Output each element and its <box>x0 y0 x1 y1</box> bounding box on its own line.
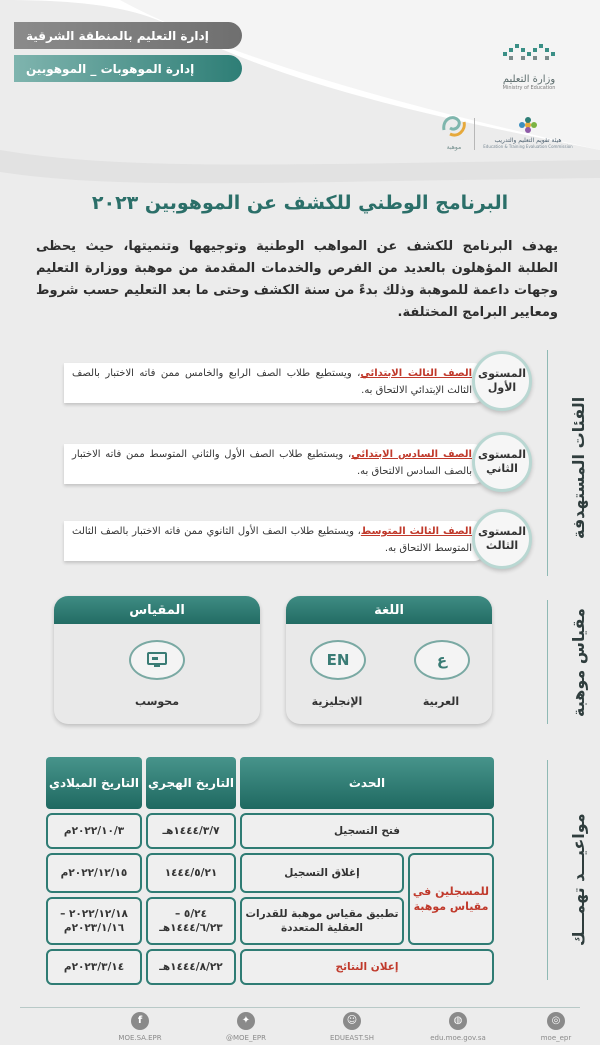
language-panel-header <box>286 596 492 624</box>
header-gregorian: التاريخ الميلادي <box>46 757 142 809</box>
level-row-3 <box>62 515 532 583</box>
monitor-icon <box>146 651 168 669</box>
level-1-highlight: الصف الثالث الابتدائي <box>360 368 472 379</box>
footer-divider <box>20 1007 580 1008</box>
footer-snapchat[interactable] <box>322 1012 382 1042</box>
dates-section-label: مواعيـــد تهمـــك <box>569 813 588 947</box>
etec-name-en: Education & Training Evaluation Commission <box>483 144 573 149</box>
gifted-tab-label: إدارة الموهوبات _ الموهوبين <box>26 61 195 76</box>
twitter-icon: ✦ <box>237 1012 255 1030</box>
mawhiba-logo <box>436 110 472 154</box>
row1-hijri: ١٤٤٤/٣/٧هـ <box>146 813 236 849</box>
logo-divider <box>474 118 475 150</box>
level-3-badge <box>472 509 532 569</box>
target-groups-line <box>547 350 548 576</box>
scale-panel-title: المقياس <box>129 602 185 618</box>
english-label: الإنجليزية <box>311 695 363 708</box>
snapchat-handle: EDUEAST.SH <box>330 1034 374 1042</box>
moe-logo <box>484 38 574 98</box>
region-tab <box>14 22 242 49</box>
arabic-glyph: ع <box>436 651 448 669</box>
level-3-title-line1: المستوى <box>478 525 526 538</box>
level-2-title-line1: المستوى <box>478 448 526 461</box>
header-hijri: التاريخ الهجري <box>146 757 236 809</box>
level-1-title-line1: المستوى <box>478 367 526 380</box>
scale-section-line <box>547 600 548 724</box>
level-3-highlight: الصف الثالث المتوسط <box>360 526 472 537</box>
arabic-label: العربية <box>422 695 460 708</box>
page-title: البرنامج الوطني للكشف عن الموهوبين ٢٠٢٣ <box>91 192 509 214</box>
globe-icon: ◍ <box>449 1012 467 1030</box>
scale-panel-header <box>54 596 260 624</box>
level-3-title-line2: الثالث <box>485 539 519 552</box>
etec-flower-icon <box>513 117 543 133</box>
language-panel <box>286 596 492 724</box>
moe-emblem-icon <box>499 38 559 68</box>
level-1-card <box>64 363 484 403</box>
level-3-text: ، ويستطيع طلاب الصف الأول الثانوي ممن فاته الاختبار بالصف الثالث المتوسط الالتحاق به. <box>72 526 472 554</box>
row2-event: إغلاق التسجيل <box>240 853 404 893</box>
language-panel-title: اللغة <box>374 602 404 618</box>
moe-name-en: Ministry of Education <box>502 85 556 91</box>
row3-event: تطبيق مقياس موهبة للقدرات العقلية المتعددة <box>240 897 404 945</box>
gifted-tab <box>14 55 242 82</box>
footer-facebook[interactable] <box>110 1012 170 1042</box>
level-row-1 <box>62 357 532 425</box>
computerized-label: محوسب <box>134 695 180 708</box>
english-glyph: EN <box>326 651 350 669</box>
footer-website[interactable] <box>428 1012 488 1042</box>
level-row-2 <box>62 438 532 506</box>
level-1-text: ، ويستطيع طلاب الصف الرابع والخامس ممن فاته الاختبار بالصف الثالث الإبتدائي الالتحاق به. <box>72 368 472 396</box>
mawhiba-swirl-icon <box>438 110 470 140</box>
footer-twitter[interactable] <box>216 1012 276 1042</box>
level-2-badge <box>472 432 532 492</box>
instagram-icon: ◎ <box>547 1012 565 1030</box>
level-2-highlight: الصف السادس الابتدائي <box>351 449 472 460</box>
dates-section-line <box>547 760 548 980</box>
facebook-handle: MOE.SA.EPR <box>118 1034 162 1042</box>
etec-name-ar: هيئة تقويم التعليم والتدريب <box>494 137 562 144</box>
footer-instagram[interactable] <box>526 1012 586 1042</box>
row1-gregorian: ٢٠٢٢/١٠/٣م <box>46 813 142 849</box>
registered-badge: للمسجلين في مقياس موهبة <box>408 853 494 945</box>
level-2-text: ، ويستطيع طلاب الصف الأول والثاني المتوسط ممن فاته الاختبار بالصف السادس الالتحاق به. <box>72 449 472 477</box>
mawhiba-name: موهبة <box>446 144 462 151</box>
instagram-handle: moe_epr <box>540 1034 572 1042</box>
etec-logo <box>478 117 578 149</box>
arabic-icon <box>414 640 470 680</box>
row3-hijri: ٥/٢٤ – ١٤٤٤/٦/٢٣هـ <box>146 897 236 945</box>
level-1-badge <box>472 351 532 411</box>
region-tab-label: إدارة التعليم بالمنطقة الشرقية <box>26 28 209 43</box>
computer-icon <box>129 640 185 680</box>
intro-paragraph: يهدف البرنامج للكشف عن المواهب الوطنية وتوجيهها وتنميتها، حيث يحظى الطلبة المؤهلون بالعديد من الفرص والخدمات المقدمة من موهبة ووزارة التعليم وجهات داعمة للموهبة وذلك بدءً من سنة الكشف وحتى ما بعد التعليم حسب شروط ومعايير البرامج المختلفة. <box>36 239 558 320</box>
english-icon <box>310 640 366 680</box>
row4-gregorian: ٢٠٢٣/٣/١٤م <box>46 949 142 985</box>
row4-hijri: ١٤٤٤/٨/٢٢هـ <box>146 949 236 985</box>
website-url: edu.moe.gov.sa <box>430 1034 486 1042</box>
scale-section-label: مقياس موهبة <box>569 608 588 718</box>
facebook-icon: f <box>131 1012 149 1030</box>
level-3-card <box>64 521 484 561</box>
scale-panel <box>54 596 260 724</box>
row1-event: فتح التسجيل <box>240 813 494 849</box>
twitter-handle: @MOE_EPR <box>226 1034 266 1042</box>
row4-event: إعلان النتائج <box>240 949 494 985</box>
header-event: الحدث <box>240 757 494 809</box>
moe-name-ar: وزارة التعليم <box>502 74 556 85</box>
level-1-title-line2: الأول <box>487 381 517 394</box>
row3-gregorian: ٢٠٢٢/١٢/١٨ – ٢٠٢٣/١/١٦م <box>46 897 142 945</box>
row2-gregorian: ٢٠٢٢/١٢/١٥م <box>46 853 142 893</box>
level-2-title-line2: الثاني <box>486 462 518 475</box>
target-groups-label: الفئات المستهدفة <box>569 396 588 540</box>
snapchat-icon: ☺ <box>343 1012 361 1030</box>
row2-hijri: ١٤٤٤/٥/٢١ <box>146 853 236 893</box>
level-2-card <box>64 444 484 484</box>
